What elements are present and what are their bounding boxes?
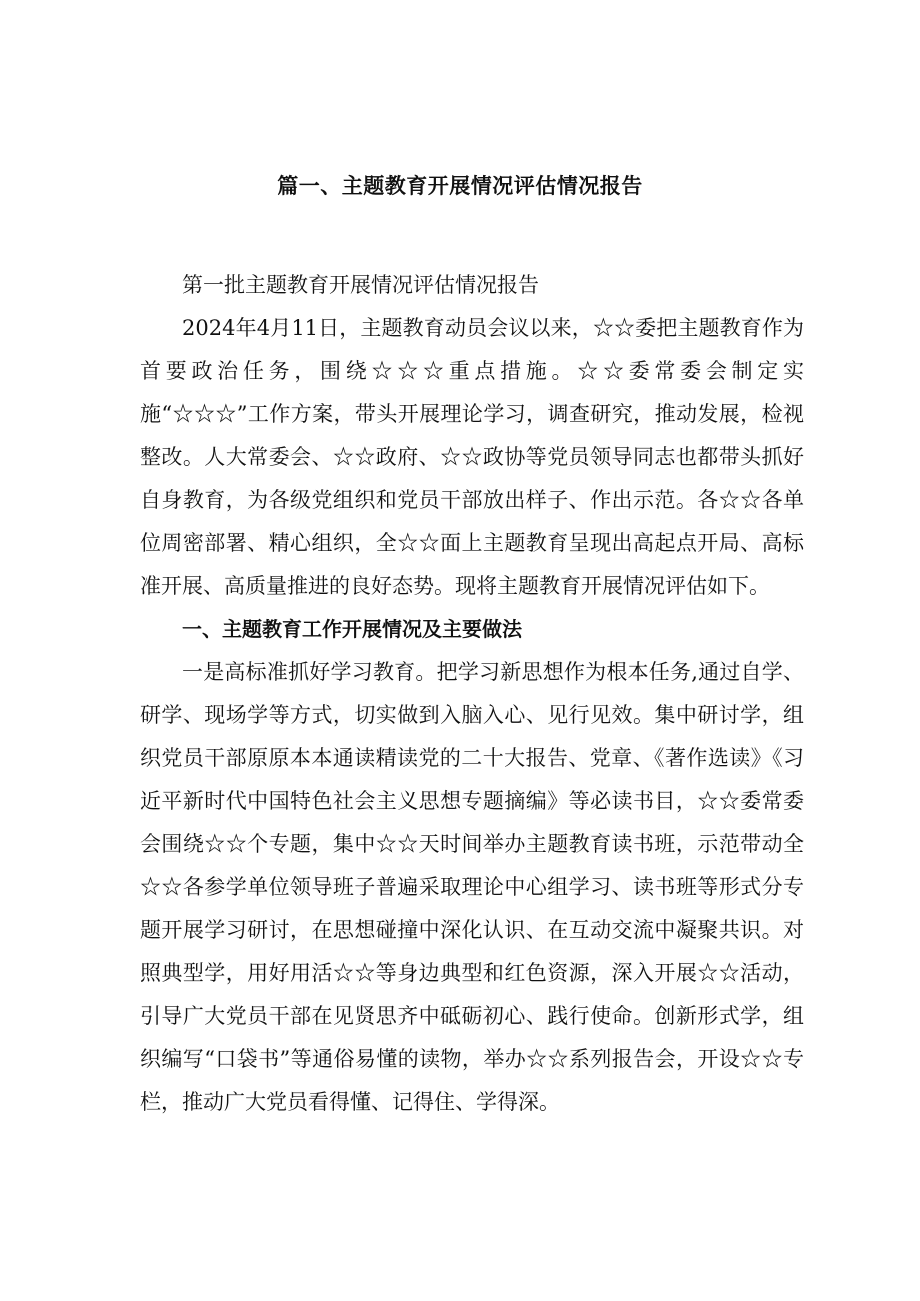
subtitle-line: 第一批主题教育开展情况评估情况报告 bbox=[182, 273, 539, 297]
section-heading: 一、主题教育工作开展情况及主要做法 bbox=[182, 617, 522, 641]
document-title: 篇一、主题教育开展情况评估情况报告 bbox=[277, 174, 643, 198]
section-paragraph: 一是高标准抓好学习教育。把学习新思想作为根本任务,通过自学、研学、现场学等方式，切实做到入脑入心、见行见效。集中研讨学，组织党员干部原原本本通读精读党的二十大报告、党章、《著作选读》《习近平新时代中国特色社会主义思想专题摘编》等必读书目，☆☆委常委会围绕☆☆个专题，集中☆☆天时间举办主题教育读书班，示范带动全☆☆各参学单位领导班子普遍采取理论中心组学习、读书班等形式分专题开展学习研讨，在思想碰撞中深化认识、在互动交流中凝聚共识。对照典型学，用好用活☆☆等身边典型和红色资源，深入开展☆☆活动，引导广大党员干部在见贤思齐中砥砺初心、践行使命。创新形式学，组织编写“口袋书”等通俗易懂的读物，举办☆☆系列报告会，开设☆☆专栏，推动广大党员看得懂、记得住、学得深。 bbox=[140, 660, 804, 1114]
document-body bbox=[140, 264, 804, 1124]
intro-paragraph: 2024年4月11日，主题教育动员会议以来，☆☆委把主题教育作为首要政治任务，围绕☆☆☆重点措施。☆☆委常委会制定实施“☆☆☆”工作方案，带头开展理论学习，调查研究，推动发展，检视整改。人大常委会、☆☆政府、☆☆政协等党员领导同志也都带头抓好自身教育，为各级党组织和党员干部放出样子、作出示范。各☆☆各单位周密部署、精心组织，全☆☆面上主题教育呈现出高起点开局、高标准开展、高质量推进的良好态势。现将主题教育开展情况评估如下。 bbox=[140, 316, 804, 598]
